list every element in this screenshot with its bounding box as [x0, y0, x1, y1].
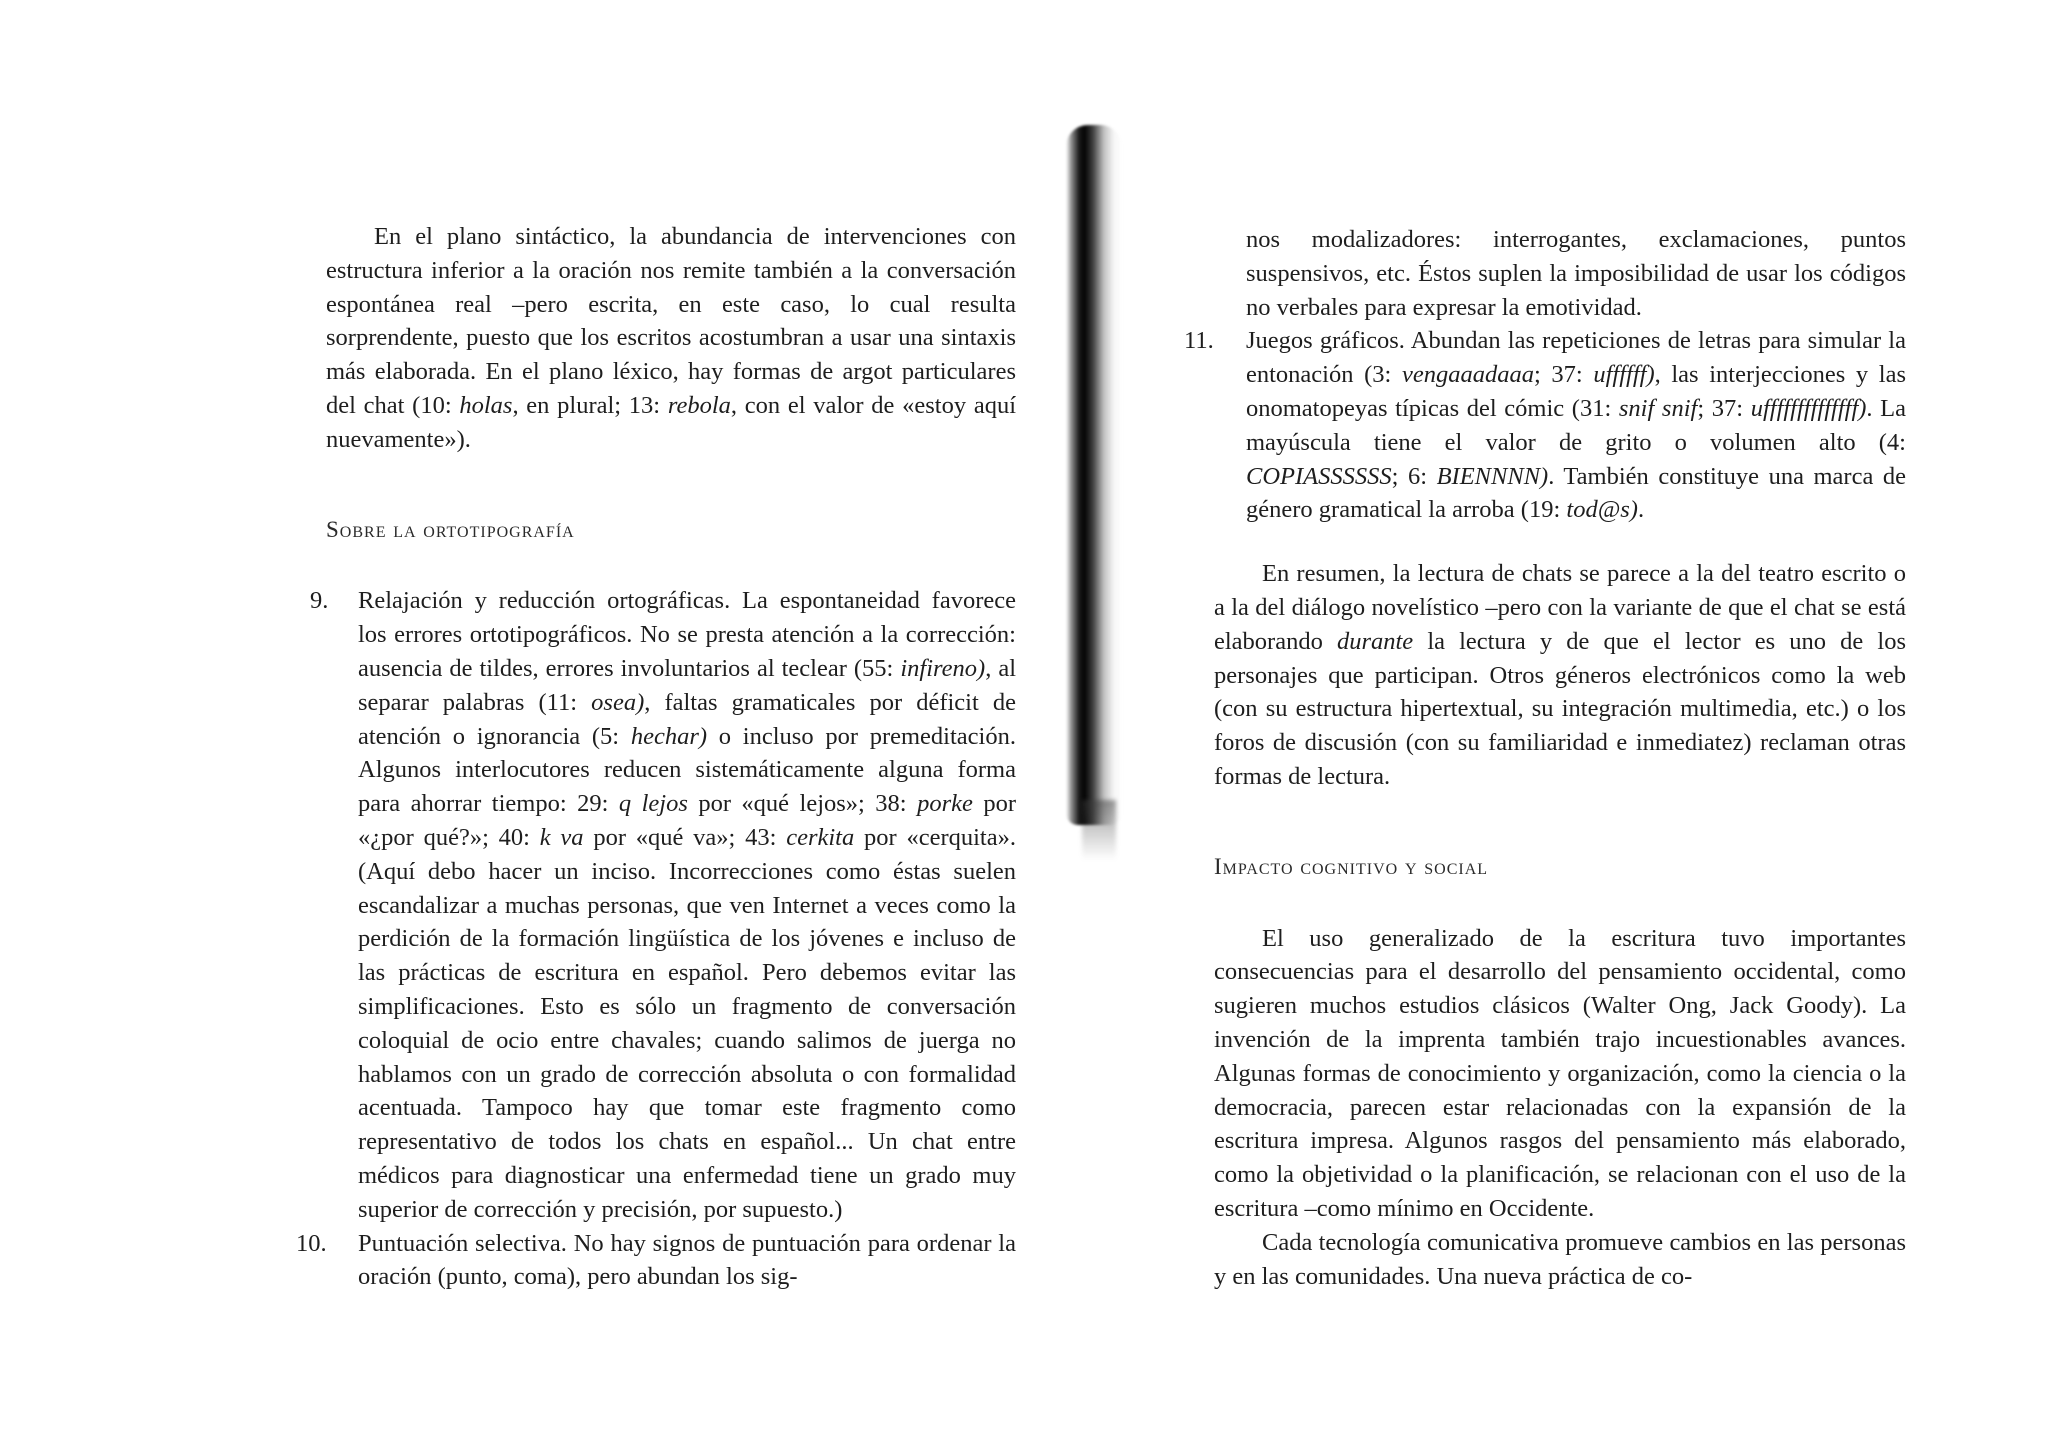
- page-bottom-cutoff: [0, 1362, 2048, 1452]
- list-item-10: [296, 1227, 1016, 1295]
- section-heading-ortotipografia: Sobre la ortotipografía: [326, 516, 575, 542]
- italic-term: k va: [539, 823, 584, 851]
- italic-term: vengaaadaaa: [1401, 361, 1534, 389]
- italic-term: hechar): [630, 722, 708, 750]
- list-number: 10.: [296, 1229, 327, 1257]
- paragraph-cada-tecnologia: Cada tecnología comunicativa promueve cambios en las personas y en las comunidades. Una nueva práctica de co-: [1214, 1228, 1906, 1290]
- italic-term: rebola: [667, 391, 731, 419]
- italic-term: uffffff): [1593, 361, 1655, 389]
- list-item-text: Puntuación selectiva. No hay signos de puntuación para ordenar la oración (punto, coma), pero abundan los sig-: [358, 1229, 1016, 1291]
- italic-term: tod@s): [1566, 496, 1638, 524]
- right-text-column: [1184, 223, 1907, 1293]
- section-heading-impacto: Impacto cognitivo y social: [1214, 853, 1489, 879]
- italic-term: porke: [917, 790, 973, 818]
- italic-term: cerkita: [786, 823, 855, 851]
- italic-term: uffffffffffffff): [1750, 394, 1867, 422]
- italic-term: COPIASSSSSS: [1246, 462, 1392, 490]
- italic-term: infireno): [900, 654, 986, 682]
- list-number: 11.: [1184, 327, 1214, 355]
- list-item-10-continuation: nos modalizadores: interrogantes, exclamaciones, puntos suspensivos, etc. Éstos suplen la imposibilidad de usar los códigos no verbales para expresar la emotividad.: [1246, 226, 1906, 321]
- left-text-column: [296, 220, 1017, 1294]
- italic-term: snif snif: [1618, 394, 1698, 422]
- list-number: 9.: [310, 587, 329, 615]
- italic-term: BIENNNN): [1436, 462, 1549, 490]
- italic-term: holas: [459, 391, 513, 419]
- paragraph-resumen: En resumen, la lectura de chats se parece a la del teatro escrito o a la del diálogo novelístico –pero con la variante de que el chat se está elaborando durante la lectura y de que el lector es uno de los personajes que participan. Otros géneros electrónicos como la web (con su estructura hipertextual, su integración multimedia, etc.) o los foros de discusión (con su familiaridad e inmediatez) reclaman otras formas de lectura.: [1214, 560, 1906, 790]
- italic-term: q lejos: [618, 790, 688, 818]
- list-item-text: Relajación y reducción ortográficas. La espontaneidad favorece los errores ortotipográficos. No se presta atención a la corrección: ausencia de tildes, errores involuntarios al teclear (55: infireno), al separar palabras (11: osea), faltas gramaticales por déficit de atención o ignorancia (5: hechar) o incluso por premeditación. Algunos interlocutores reducen sistemáticamente alguna forma para ahorrar tiempo: 29: q lejos por «qué lejos»; 38: porke por «¿por qué?»; 40: k va por «qué va»; 43: cerkita por «cerquita». (Aquí debo hacer un inciso. Incorrecciones como éstas suelen escandalizar a muchas personas, que ven Internet a veces como la perdición de la formación lingüística de los jóvenes e incluso de las prácticas de escritura en español. Pero debemos evitar las simplificaciones. Esto es sólo un fragmento de conversación coloquial de ocio entre chavales; cuando salimos de juerga no hablamos con un grado de corrección absoluta o con formalidad acentuada. Tampoco hay que tomar este fragmento como representativo de todos los chats en español... Un chat entre médicos para diagnosticar una enfermedad tiene un grado muy superior de corrección y precisión, por supuesto.): [358, 587, 1017, 1223]
- list-item-text: Juegos gráficos. Abundan las repeticiones de letras para simular la entonación (3: vengaaadaaa; 37: uffffff), las interjecciones y las onomatopeyas típicas del cómic (31: snif snif; 37: uffffffffffffff). La mayúscula tiene el valor de grito o volumen alto (4: COPIASSSSSS; 6: BIENNNN). También constituye una marca de género gramatical la arroba (19: tod@s).: [1246, 327, 1907, 524]
- list-item-11: [1184, 324, 1907, 527]
- italic-term: osea): [591, 688, 645, 716]
- italic-term: durante: [1336, 627, 1414, 655]
- paragraph-sintaxis: En el plano sintáctico, la abundancia de intervenciones con estructura inferior a la oración nos remite también a la conversación espontánea real –pero escrita, en este caso, lo cual resulta sorprendente, puesto que los escritos acostumbran a usar una sintaxis más elaborada. En el plano léxico, hay formas de argot particulares del chat (10: holas, en plural; 13: rebola, con el valor de «estoy aquí nuevamente»).: [326, 223, 1017, 453]
- list-item-9: [310, 584, 1017, 1226]
- paragraph-impacto: El uso generalizado de la escritura tuvo importantes consecuencias para el desarrollo del pensamiento occidental, como sugieren muchos estudios clásicos (Walter Ong, Jack Goody). La invención de la imprenta también trajo incuestionables avances. Algunas formas de conocimiento y organización, como la ciencia o la democracia, parecen estar relacionadas con la expansión de la escritura impresa. Algunos rasgos del pensamiento más elaborado, como la objetividad o la planificación, se relacionan con el uso de la escritura –como mínimo en Occidente.: [1214, 924, 1906, 1222]
